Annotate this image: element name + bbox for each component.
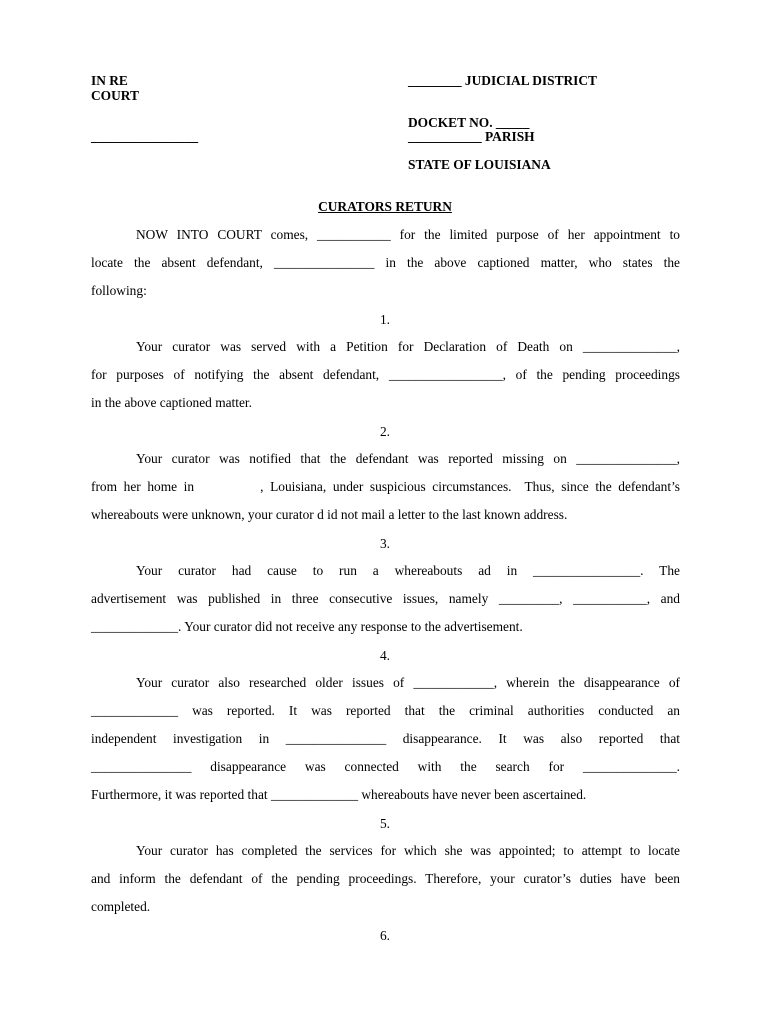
section-4-paragraph xyxy=(91,669,680,809)
section-number: 1. xyxy=(379,312,391,327)
section-line: Your curator also researched older issues of ____________, wherein the disappearance of xyxy=(136,675,680,690)
section-number: 5. xyxy=(379,816,391,831)
section-line: for purposes of notifying the absent defendant, _________________, of the pending proceedings xyxy=(91,367,680,382)
section-line: and inform the defendant of the pending proceedings. Therefore, your curator’s duties have been xyxy=(91,871,680,886)
section-number: 2. xyxy=(379,424,391,439)
section-number: 4. xyxy=(379,648,391,663)
intro-line: locate the absent defendant, _______________ in the above captioned matter, who states the xyxy=(91,255,680,270)
section-line: advertisement was published in three consecutive issues, namely _________, ___________, and xyxy=(91,591,680,606)
section-line: whereabouts were unknown, your curator d id not mail a letter to the last known address. xyxy=(91,507,568,522)
section-line: Your curator was notified that the defendant was reported missing on _______________, xyxy=(136,451,680,466)
section-line: independent investigation in _______________ disappearance. It was also reported that xyxy=(91,731,680,746)
section-1-paragraph xyxy=(91,333,680,417)
section-line: _______________ disappearance was connected with the search for ______________. xyxy=(91,759,680,774)
section-line: _____________. Your curator did not receive any response to the advertisement. xyxy=(91,619,523,634)
section-line: _____________ was reported. It was reported that the criminal authorities conducted an xyxy=(91,703,680,718)
caption-parish: ___________ PARISH xyxy=(408,129,535,144)
intro-line: NOW INTO COURT comes, ___________ for the limited purpose of her appointment to xyxy=(136,227,680,242)
caption-left xyxy=(91,73,139,103)
document-title: CURATORS RETURN xyxy=(318,199,452,214)
section-5-paragraph xyxy=(91,837,680,921)
caption-docket-no: DOCKET NO. _____ xyxy=(408,115,530,130)
section-number: 3. xyxy=(379,536,391,551)
section-line: Your curator had cause to run a whereabouts ad in ________________. The xyxy=(136,563,680,578)
section-number: 6. xyxy=(379,928,391,943)
caption-court: COURT xyxy=(91,88,139,103)
section-line: Your curator has completed the services for which she was appointed; to attempt to locate xyxy=(136,843,680,858)
caption-state: STATE OF LOUISIANA xyxy=(408,157,551,172)
intro-line: following: xyxy=(91,283,147,298)
section-line: from her home in , Louisiana, under suspicious circumstances. Thus, since the defendant’s xyxy=(91,479,680,494)
caption-judicial-district: ________ JUDICIAL DISTRICT xyxy=(408,73,597,88)
section-3-paragraph xyxy=(91,557,680,641)
section-2-paragraph xyxy=(91,445,680,529)
section-line: Furthermore, it was reported that _____________ whereabouts have never been ascertained. xyxy=(91,787,587,802)
caption-in-re: IN RE xyxy=(91,73,128,88)
section-line: completed. xyxy=(91,899,151,914)
section-line: Your curator was served with a Petition for Declaration of Death on ______________, xyxy=(136,339,680,354)
intro-paragraph xyxy=(91,221,680,305)
caption-name-blank: ________________ xyxy=(91,129,199,144)
section-line: in the above captioned matter. xyxy=(91,395,253,410)
